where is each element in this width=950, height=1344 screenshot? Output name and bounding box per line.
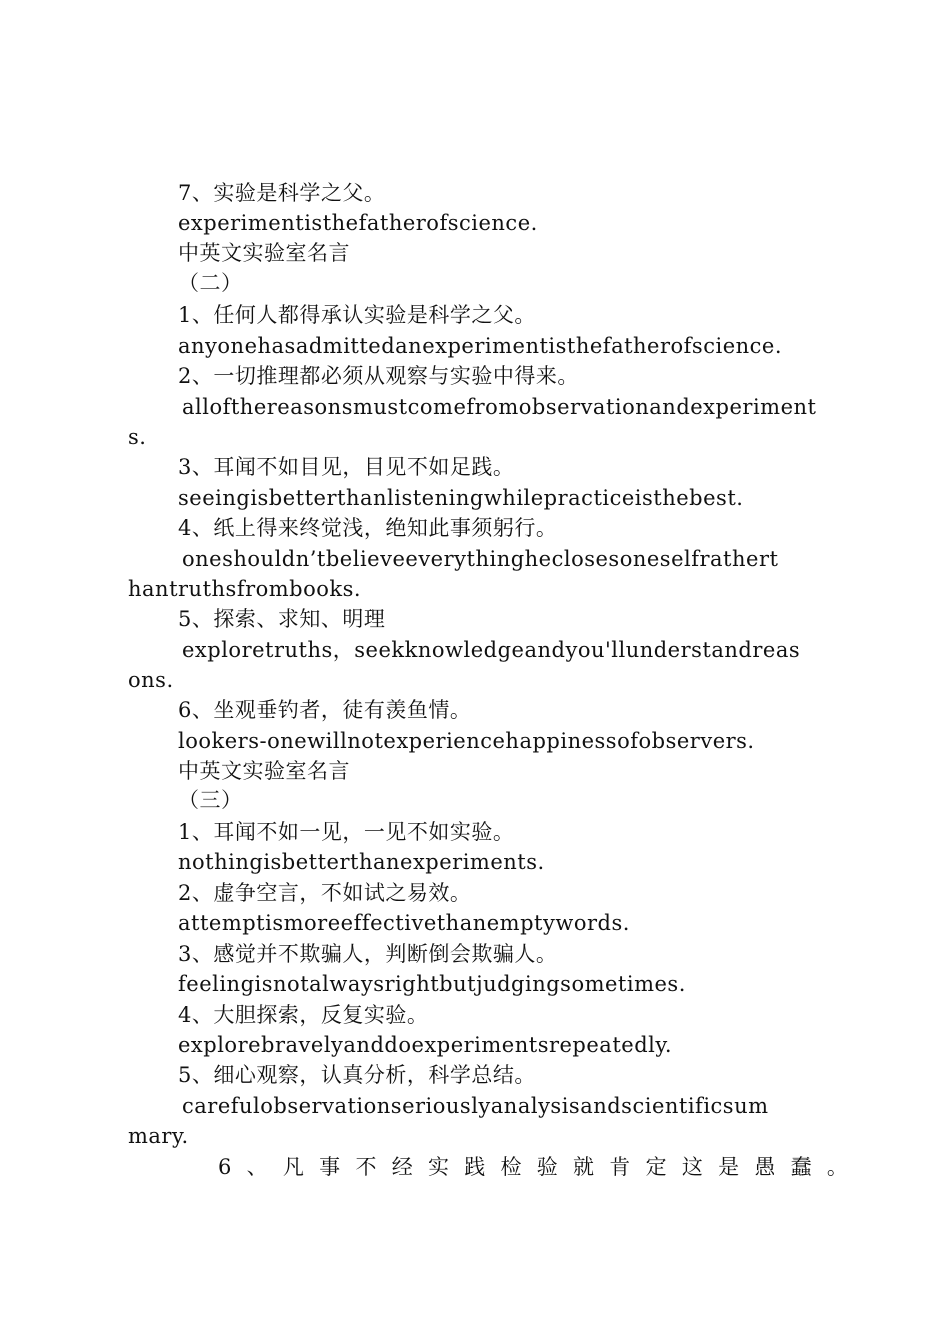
text-line: mary. <box>128 1124 189 1148</box>
text-line: 2、虚争空言，不如试之易效。 <box>178 881 472 905</box>
text-glyph: 不 <box>355 1155 377 1179</box>
text-glyph: 实 <box>427 1155 449 1179</box>
text-line: allofthereasonsmustcomefromobservationandexperiment <box>182 395 817 419</box>
text-glyph: 蠢 <box>790 1155 812 1179</box>
text-line: 5、探索、求知、明理 <box>178 607 386 631</box>
text-glyph: 愚 <box>754 1155 776 1179</box>
text-glyph: 定 <box>645 1155 667 1179</box>
section-heading: 中英文实验室名言 <box>178 759 350 783</box>
section-number: （二） <box>178 271 243 295</box>
text-line: 2、一切推理都必须从观察与实验中得来。 <box>178 364 579 388</box>
text-line: lookers-onewillnotexperiencehappinessofobservers. <box>178 729 755 753</box>
text-line: 3、感觉并不欺骗人，判断倒会欺骗人。 <box>178 942 558 966</box>
text-glyph: 6 <box>218 1155 232 1179</box>
text-line: 4、纸上得来终觉浅，绝知此事须躬行。 <box>178 516 558 540</box>
text-glyph: 肯 <box>609 1155 631 1179</box>
text-line: 7、实验是科学之父。 <box>178 181 386 205</box>
text-line: ons. <box>128 668 174 692</box>
text-line: 1、耳闻不如一见，一见不如实验。 <box>178 820 515 844</box>
text-line: 6、坐观垂钓者，徒有羡鱼情。 <box>178 698 472 722</box>
justified-text-line <box>218 1152 848 1182</box>
text-glyph: 检 <box>500 1155 522 1179</box>
text-glyph: 经 <box>391 1155 413 1179</box>
text-glyph: 就 <box>573 1155 595 1179</box>
text-line: s. <box>128 425 147 449</box>
text-glyph: 践 <box>464 1155 486 1179</box>
text-line: hantruthsfrombooks. <box>128 577 362 601</box>
section-heading: 中英文实验室名言 <box>178 241 350 265</box>
text-line: experimentisthefatherofscience. <box>178 211 538 235</box>
text-line: seeingisbetterthanlisteningwhilepracticeisthebest. <box>178 486 744 510</box>
text-line: nothingisbetterthanexperiments. <box>178 850 545 874</box>
text-glyph: 凡 <box>282 1155 304 1179</box>
text-line: anyonehasadmittedanexperimentisthefatherofscience. <box>178 334 783 358</box>
text-line: exploretruths，seekknowledgeandyou'llunderstandreas <box>182 638 801 662</box>
text-glyph: 这 <box>681 1155 703 1179</box>
section-number: （三） <box>178 788 243 812</box>
text-line: carefulobservationseriouslyanalysisandscientificsum <box>182 1094 769 1118</box>
text-glyph: 。 <box>826 1155 848 1179</box>
text-line: 3、耳闻不如目见，目见不如足践。 <box>178 455 515 479</box>
text-glyph: 是 <box>718 1155 740 1179</box>
text-line: 4、大胆探索，反复实验。 <box>178 1003 429 1027</box>
text-line: attemptismoreeffectivethanemptywords. <box>178 911 630 935</box>
text-line: feelingisnotalwaysrightbutjudgingsometimes. <box>178 972 686 996</box>
text-line: explorebravelyanddoexperimentsrepeatedly. <box>178 1033 673 1057</box>
text-line: 5、细心观察，认真分析，科学总结。 <box>178 1063 536 1087</box>
text-glyph: 事 <box>319 1155 341 1179</box>
text-glyph: 验 <box>536 1155 558 1179</box>
text-glyph: 、 <box>246 1155 268 1179</box>
text-line: oneshouldn’tbelieveeverythingheclosesoneselfrathert <box>182 547 779 571</box>
text-line: 1、任何人都得承认实验是科学之父。 <box>178 303 536 327</box>
